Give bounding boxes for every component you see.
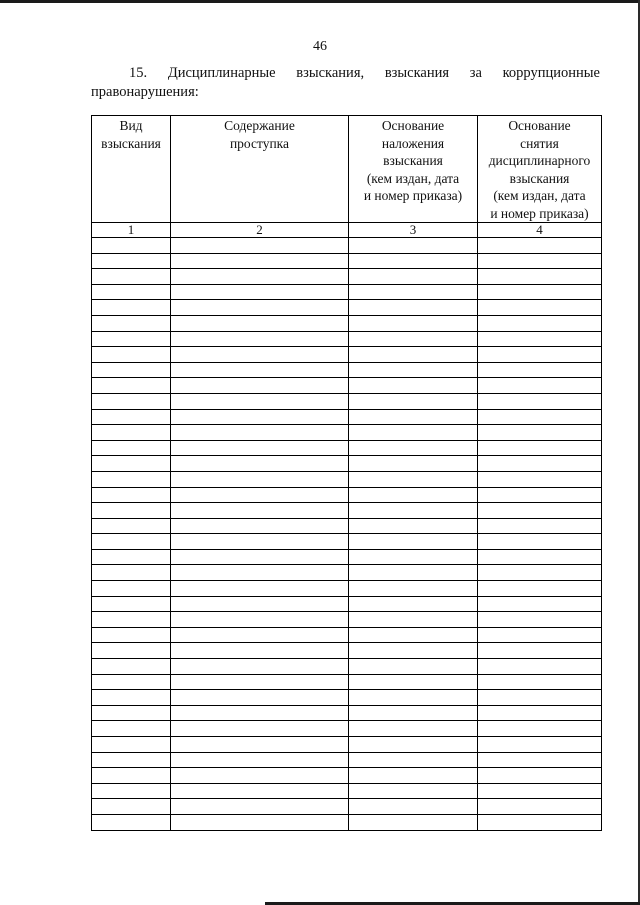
blank-cell — [171, 737, 349, 753]
blank-cell — [478, 768, 602, 784]
blank-cell — [171, 284, 349, 300]
blank-cell — [349, 284, 478, 300]
blank-cell — [171, 612, 349, 628]
blank-entry-row — [92, 721, 602, 737]
blank-cell — [478, 581, 602, 597]
blank-entry-row — [92, 487, 602, 503]
blank-entry-row — [92, 612, 602, 628]
blank-cell — [92, 471, 171, 487]
blank-cell — [171, 627, 349, 643]
blank-cell — [171, 471, 349, 487]
blank-cell — [478, 456, 602, 472]
blank-cell — [92, 347, 171, 363]
blank-cell — [92, 331, 171, 347]
blank-cell — [171, 409, 349, 425]
blank-cell — [478, 534, 602, 550]
header-row — [92, 116, 602, 223]
blank-cell — [478, 721, 602, 737]
blank-cell — [349, 596, 478, 612]
blank-cell — [478, 378, 602, 394]
blank-cell — [349, 518, 478, 534]
blank-entry-row — [92, 518, 602, 534]
blank-cell — [92, 783, 171, 799]
blank-cell — [478, 253, 602, 269]
blank-cell — [92, 596, 171, 612]
blank-cell — [478, 315, 602, 331]
blank-cell — [349, 565, 478, 581]
blank-cell — [478, 487, 602, 503]
blank-cell — [349, 659, 478, 675]
blank-cell — [92, 425, 171, 441]
blank-cell — [478, 799, 602, 815]
blank-cell — [92, 690, 171, 706]
blank-cell — [171, 440, 349, 456]
blank-cell — [171, 721, 349, 737]
blank-cell — [349, 768, 478, 784]
column-number-row — [92, 223, 602, 238]
blank-cell — [171, 814, 349, 830]
blank-cell — [171, 674, 349, 690]
blank-cell — [478, 627, 602, 643]
blank-cell — [171, 565, 349, 581]
scan-edge-top — [0, 0, 640, 3]
blank-cell — [478, 347, 602, 363]
blank-cell — [92, 409, 171, 425]
blank-cell — [478, 705, 602, 721]
blank-entry-row — [92, 768, 602, 784]
blank-cell — [478, 269, 602, 285]
column-number-4: 4 — [478, 223, 602, 238]
column-number-1: 1 — [92, 223, 171, 238]
blank-cell — [349, 814, 478, 830]
blank-cell — [171, 690, 349, 706]
blank-cell — [171, 705, 349, 721]
blank-cell — [478, 814, 602, 830]
blank-entry-row — [92, 347, 602, 363]
blank-cell — [92, 487, 171, 503]
section-word-5: коррупционные — [502, 65, 600, 81]
blank-cell — [478, 300, 602, 316]
blank-cell — [92, 518, 171, 534]
blank-entry-row — [92, 783, 602, 799]
blank-cell — [92, 627, 171, 643]
blank-cell — [92, 643, 171, 659]
blank-cell — [171, 425, 349, 441]
blank-entry-row — [92, 565, 602, 581]
blank-entry-row — [92, 393, 602, 409]
blank-entry-row — [92, 581, 602, 597]
blank-cell — [478, 440, 602, 456]
blank-cell — [349, 331, 478, 347]
blank-cell — [478, 596, 602, 612]
blank-cell — [349, 737, 478, 753]
blank-entry-row — [92, 409, 602, 425]
blank-cell — [171, 362, 349, 378]
blank-cell — [349, 471, 478, 487]
blank-entry-row — [92, 814, 602, 830]
blank-cell — [171, 534, 349, 550]
blank-cell — [92, 705, 171, 721]
blank-cell — [92, 378, 171, 394]
blank-cell — [349, 409, 478, 425]
blank-cell — [92, 534, 171, 550]
blank-cell — [92, 300, 171, 316]
blank-cell — [92, 393, 171, 409]
blank-cell — [92, 721, 171, 737]
blank-cell — [171, 253, 349, 269]
blank-cell — [92, 799, 171, 815]
blank-cell — [478, 331, 602, 347]
blank-cell — [349, 269, 478, 285]
blank-cell — [349, 362, 478, 378]
blank-cell — [92, 612, 171, 628]
section-word-4: за — [469, 65, 482, 81]
blank-entry-row — [92, 284, 602, 300]
blank-cell — [478, 612, 602, 628]
blank-cell — [92, 752, 171, 768]
blank-cell — [478, 565, 602, 581]
blank-cell — [171, 549, 349, 565]
blank-cell — [349, 752, 478, 768]
blank-cell — [171, 315, 349, 331]
blank-entry-row — [92, 737, 602, 753]
blank-entry-row — [92, 300, 602, 316]
blank-cell — [349, 612, 478, 628]
blank-cell — [349, 690, 478, 706]
penalties-table — [91, 115, 602, 831]
blank-cell — [92, 284, 171, 300]
blank-cell — [171, 347, 349, 363]
blank-cell — [171, 300, 349, 316]
blank-cell — [92, 768, 171, 784]
blank-cell — [171, 799, 349, 815]
blank-cell — [349, 643, 478, 659]
blank-cell — [349, 456, 478, 472]
blank-cell — [478, 518, 602, 534]
blank-cell — [349, 378, 478, 394]
blank-entry-row — [92, 690, 602, 706]
blank-cell — [478, 393, 602, 409]
blank-cell — [478, 752, 602, 768]
blank-cell — [171, 331, 349, 347]
header-removal-basis: Основание снятия дисциплинарного взыскания (кем издан, дата и номер приказа) — [478, 116, 602, 223]
blank-cell — [92, 581, 171, 597]
blank-entry-row — [92, 378, 602, 394]
blank-entry-row — [92, 471, 602, 487]
blank-cell — [171, 503, 349, 519]
section-word-1: Дисциплинарные — [167, 65, 276, 81]
section-number: 15. — [129, 65, 148, 81]
column-number-3: 3 — [349, 223, 478, 238]
blank-cell — [349, 534, 478, 550]
blank-cell — [349, 238, 478, 254]
blank-entry-row — [92, 425, 602, 441]
blank-cell — [171, 596, 349, 612]
blank-entry-row — [92, 659, 602, 675]
blank-cell — [349, 425, 478, 441]
blank-cell — [92, 674, 171, 690]
blank-cell — [92, 814, 171, 830]
blank-cell — [92, 362, 171, 378]
blank-cell — [92, 238, 171, 254]
blank-cell — [478, 549, 602, 565]
blank-entry-row — [92, 331, 602, 347]
blank-cell — [349, 783, 478, 799]
blank-cell — [478, 503, 602, 519]
blank-entry-row — [92, 534, 602, 550]
section-heading — [91, 64, 600, 102]
blank-cell — [92, 659, 171, 675]
blank-cell — [478, 643, 602, 659]
blank-entry-row — [92, 674, 602, 690]
column-number-2: 2 — [171, 223, 349, 238]
blank-cell — [478, 284, 602, 300]
blank-cell — [478, 737, 602, 753]
blank-entry-row — [92, 549, 602, 565]
blank-cell — [171, 752, 349, 768]
blank-cell — [349, 721, 478, 737]
section-heading-line — [91, 64, 600, 83]
blank-cell — [171, 518, 349, 534]
blank-entry-row — [92, 456, 602, 472]
blank-cell — [92, 440, 171, 456]
section-heading-continuation: правонарушения: — [91, 84, 199, 100]
blank-cell — [349, 549, 478, 565]
blank-cell — [478, 783, 602, 799]
blank-entry-row — [92, 596, 602, 612]
blank-entry-row — [92, 627, 602, 643]
header-penalty-type: Вид взыскания — [92, 116, 171, 223]
blank-cell — [349, 581, 478, 597]
blank-cell — [171, 269, 349, 285]
blank-cell — [349, 503, 478, 519]
blank-cell — [349, 487, 478, 503]
blank-cell — [349, 674, 478, 690]
blank-entry-row — [92, 643, 602, 659]
blank-cell — [478, 471, 602, 487]
blank-entry-row — [92, 238, 602, 254]
blank-cell — [478, 409, 602, 425]
blank-cell — [349, 253, 478, 269]
header-imposition-basis: Основание наложения взыскания (кем издан, дата и номер приказа) — [349, 116, 478, 223]
blank-cell — [92, 549, 171, 565]
blank-cell — [478, 659, 602, 675]
blank-cell — [92, 315, 171, 331]
blank-cell — [92, 737, 171, 753]
blank-cell — [92, 503, 171, 519]
blank-cell — [349, 799, 478, 815]
page-number: 46 — [313, 39, 327, 54]
blank-cell — [92, 253, 171, 269]
blank-entry-row — [92, 253, 602, 269]
blank-entry-row — [92, 440, 602, 456]
blank-cell — [92, 269, 171, 285]
blank-cell — [171, 768, 349, 784]
blank-entry-row — [92, 315, 602, 331]
blank-cell — [92, 456, 171, 472]
blank-cell — [349, 315, 478, 331]
blank-cell — [349, 627, 478, 643]
blank-cell — [171, 238, 349, 254]
blank-cell — [92, 565, 171, 581]
blank-entry-row — [92, 503, 602, 519]
blank-cell — [171, 456, 349, 472]
blank-entry-row — [92, 752, 602, 768]
blank-entry-row — [92, 269, 602, 285]
blank-cell — [171, 487, 349, 503]
section-word-2: взыскания, — [296, 65, 365, 81]
blank-cell — [478, 674, 602, 690]
header-offense-content: Содержание проступка — [171, 116, 349, 223]
blank-cell — [171, 393, 349, 409]
blank-cell — [171, 378, 349, 394]
blank-cell — [478, 238, 602, 254]
blank-cell — [478, 690, 602, 706]
blank-cell — [478, 362, 602, 378]
blank-cell — [171, 581, 349, 597]
blank-cell — [349, 393, 478, 409]
blank-cell — [349, 300, 478, 316]
blank-cell — [349, 347, 478, 363]
blank-cell — [171, 783, 349, 799]
section-word-3: взыскания — [384, 65, 450, 81]
blank-cell — [349, 440, 478, 456]
blank-entry-row — [92, 705, 602, 721]
blank-cell — [171, 643, 349, 659]
blank-cell — [171, 659, 349, 675]
blank-entry-row — [92, 799, 602, 815]
blank-cell — [478, 425, 602, 441]
blank-entry-row — [92, 362, 602, 378]
blank-cell — [349, 705, 478, 721]
